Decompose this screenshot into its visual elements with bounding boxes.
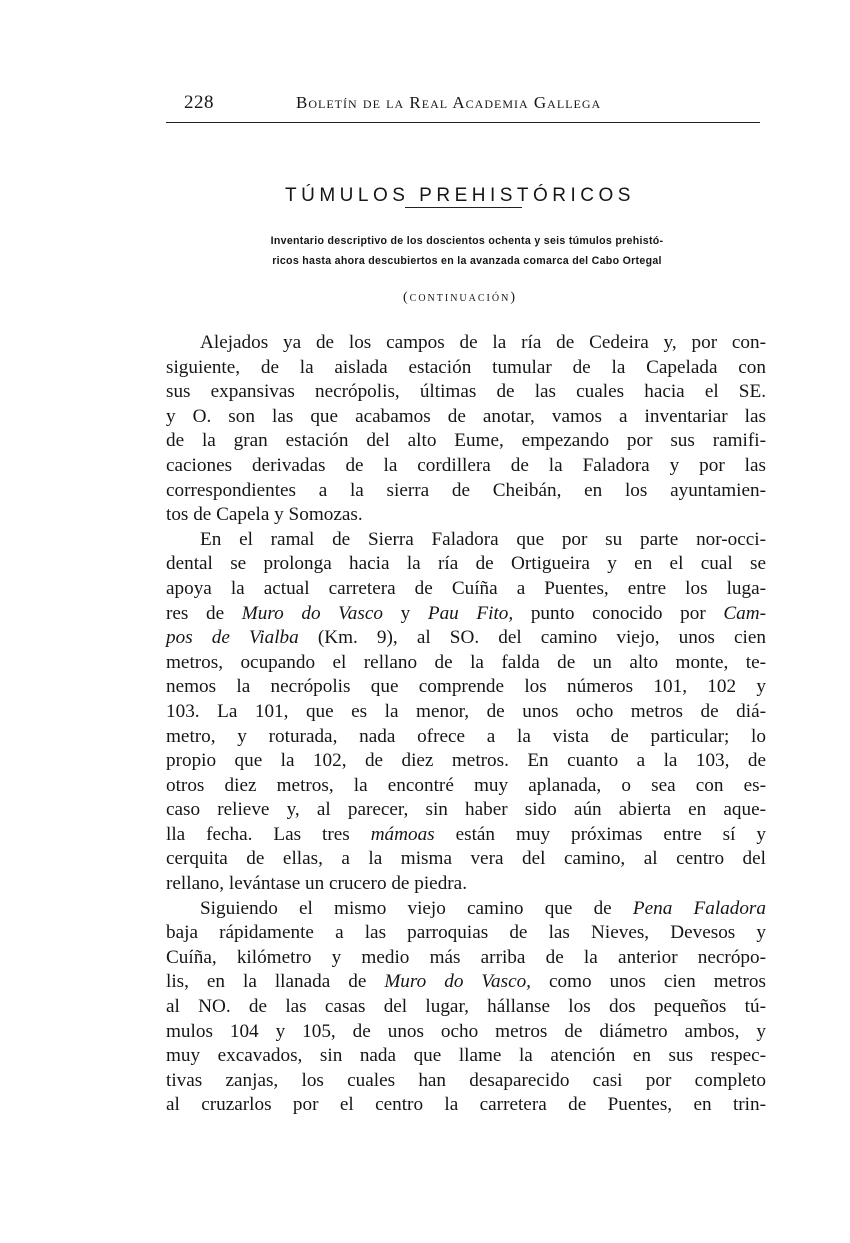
journal-running-head: Boletín de la Real Academia Gallega [296,93,602,112]
text-line: pos de Vialba (Km. 9), al SO. del camino viejo, unos cien [166,627,766,649]
text-line: lis, en la llanada de Muro do Vasco, como unos cien metros [166,971,766,993]
article-subtitle [172,231,762,271]
text-line: mulos 104 y 105, de unos ocho metros de diámetro ambos, y [166,1020,766,1042]
continuation-label: (continuación) [403,290,517,305]
article-body [166,331,766,1118]
text-line: caciones derivadas de la cordillera de la Faladora y por las [166,454,766,476]
text-line: sus expansivas necrópolis, últimas de las cuales hacia el SE. [166,381,766,403]
article-title: TÚMULOS PREHISTÓRICOS [285,184,635,206]
title-divider [405,207,522,208]
text-line: lla fecha. Las tres mámoas están muy próximas entre sí y [166,823,766,845]
text-line: metros, ocupando el rellano de la falda de un alto monte, te- [166,651,766,673]
text-line: apoya la actual carretera de Cuíña a Puentes, entre los luga- [166,577,766,599]
subtitle-line: Inventario descriptivo de los doscientos ochenta y seis túmulos prehistó- [270,235,664,247]
text-line: de la gran estación del alto Eume, empezando por sus ramifi- [166,430,766,452]
text-line: metro, y roturada, nada ofrece a la vista de particular; lo [166,725,766,747]
text-line: correspondientes a la sierra de Cheibán, en los ayuntamien- [166,479,766,501]
text-line: En el ramal de Sierra Faladora que por su parte nor-occi- [200,528,766,550]
text-line: Siguiendo el mismo viejo camino que de Pena Faladora [200,897,766,919]
text-line: tivas zanjas, los cuales han desaparecido casi por completo [166,1069,766,1091]
running-header [166,92,760,123]
text-line: res de Muro do Vasco y Pau Fito, punto conocido por Cam- [166,602,767,624]
text-line: rellano, levántase un crucero de piedra. [166,873,467,895]
text-line: baja rápidamente a las parroquias de las Nieves, Devesos y [166,922,766,944]
text-line: y O. son las que acabamos de anotar, vamos a inventariar las [166,405,766,427]
text-line: siguiente, de la aislada estación tumular de la Capelada con [166,356,766,378]
text-line: otros diez metros, la encontré muy aplanada, o sea con es- [166,774,766,796]
text-line: Alejados ya de los campos de la ría de Cedeira y, por con- [200,332,766,353]
text-line: Cuíña, kilómetro y medio más arriba de la anterior necrópo- [166,946,766,968]
text-line: al NO. de las casas del lugar, hállanse los dos pequeños tú- [166,996,766,1018]
text-line: muy excavados, sin nada que llame la atención en sus respec- [166,1045,766,1067]
text-line: al cruzarlos por el centro la carretera de Puentes, en trin- [166,1094,766,1116]
text-line: 103. La 101, que es la menor, de unos ocho metros de diá- [166,700,766,722]
text-line: dental se prolonga hacia la ría de Ortigueira y en el cual se [166,553,766,575]
subtitle-line: ricos hasta ahora descubiertos en la avanzada comarca del Cabo Ortegal [272,255,662,267]
text-line: caso relieve y, al parecer, sin haber sido aún abierta en aque- [166,799,766,821]
page-number: 228 [184,92,214,113]
text-line: nemos la necrópolis que comprende los números 101, 102 y [166,676,766,698]
text-line: tos de Capela y Somozas. [166,504,363,526]
text-line: cerquita de ellas, a la misma vera del camino, al centro del [166,848,766,870]
text-line: propio que la 102, de diez metros. En cuanto a la 103, de [166,750,766,772]
